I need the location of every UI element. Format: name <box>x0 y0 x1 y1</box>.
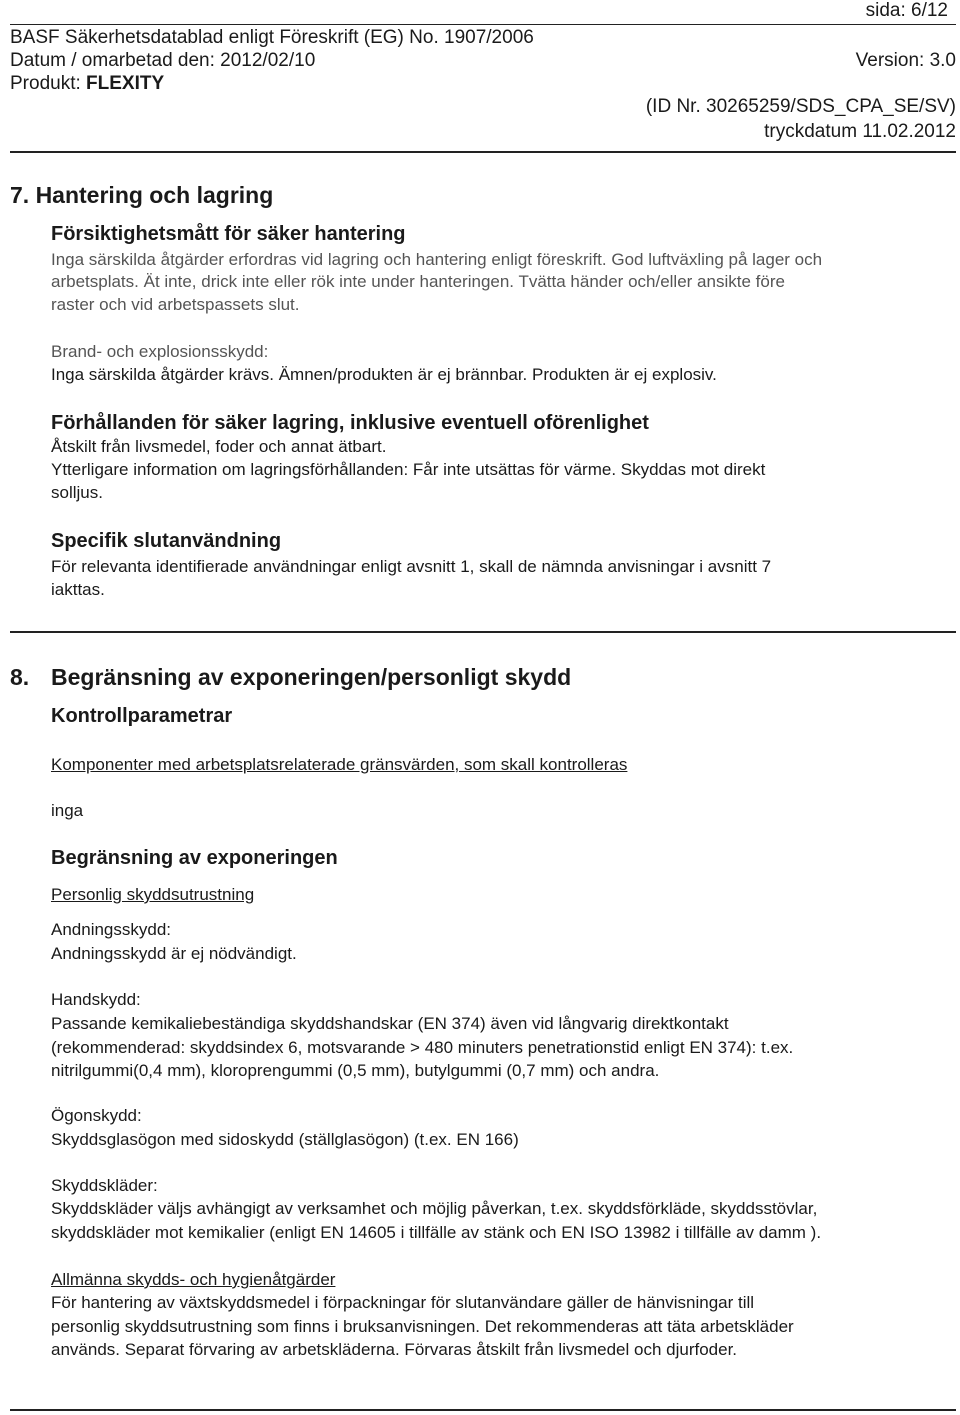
hand-protection-line-3: nitrilgummi(0,4 mm), kloroprengummi (0,5 mm), butylgummi (0,7 mm) och andra. <box>51 1061 660 1080</box>
handling-heading: Försiktighetsmått för säker hantering <box>51 223 406 245</box>
hand-protection-line-1: Passande kemikaliebeständiga skyddshandskar (EN 374) även vid långvarig direktkontakt <box>51 1014 729 1033</box>
components-value: inga <box>51 801 84 820</box>
hygiene-heading: Allmänna skydds- och hygienåtgärder <box>51 1270 336 1289</box>
product-name: FLEXITY <box>86 73 165 94</box>
hand-protection-label: Handskydd: <box>51 990 141 1009</box>
clothing-line-2: skyddskläder mot kemikalier (enligt EN 14605 i tillfälle av stänk och EN ISO 13982 i tillfälle av damm ). <box>51 1223 822 1242</box>
header-divider <box>10 151 956 153</box>
section-divider <box>10 631 956 633</box>
footer-rule <box>10 1409 956 1411</box>
document-title: BASF Säkerhetsdatablad enligt Föreskrift (EG) No. 1907/2006 <box>10 27 534 48</box>
id-number: (ID Nr. 30265259/SDS_CPA_SE/SV) <box>645 96 956 117</box>
end-use-line-2: iakttas. <box>51 580 105 599</box>
eye-protection-text: Skyddsglasögon med sidoskydd (ställglasögon) (t.ex. EN 166) <box>51 1130 519 1149</box>
handling-line-3: raster och vid arbetspassets slut. <box>51 295 300 314</box>
eye-protection-label: Ögonskydd: <box>51 1106 142 1125</box>
product-label: Produkt: <box>10 73 81 94</box>
print-date: tryckdatum 11.02.2012 <box>764 121 956 142</box>
hygiene-line-1: För hantering av växtskyddsmedel i förpackningar för slutanvändare gäller de hänvisningar till <box>51 1293 755 1312</box>
components-heading: Komponenter med arbetsplatsrelaterade gränsvärden, som skall kontrolleras <box>51 755 628 774</box>
section-7-title: 7. Hantering och lagring <box>10 182 274 208</box>
storage-heading: Förhållanden för säker lagring, inklusive eventuell oförenlighet <box>51 412 649 434</box>
control-parameters-heading: Kontrollparametrar <box>51 705 233 727</box>
clothing-label: Skyddskläder: <box>51 1176 158 1195</box>
header-top-rule <box>10 24 956 25</box>
end-use-line-1: För relevanta identifierade användningar enligt avsnitt 1, skall de nämnda anvisningar i avsnitt 7 <box>51 557 772 576</box>
hygiene-line-2: personlig skyddsutrustning som finns i bruksanvisningen. Det rekommenderas att täta arbetskläder <box>51 1317 794 1336</box>
product-line <box>10 73 164 95</box>
version: Version: 3.0 <box>855 50 956 71</box>
hand-protection-line-2: (rekommenderad: skyddsindex 6, motsvarande > 480 minuters penetrationstid enligt EN 374): t.ex. <box>51 1038 794 1057</box>
clothing-line-1: Skyddskläder väljs avhängigt av verksamhet och möjlig påverkan, t.ex. skyddsförkläde, skyddsstövlar, <box>51 1199 818 1218</box>
ppe-heading: Personlig skyddsutrustning <box>51 885 255 904</box>
page-number: sida: 6/12 <box>865 0 948 21</box>
storage-line-2: Ytterligare information om lagringsförhållanden: Får inte utsättas för värme. Skyddas mot direkt <box>51 460 766 479</box>
respiratory-label: Andningsskydd: <box>51 920 172 939</box>
storage-line-1: Åtskilt från livsmedel, foder och annat ätbart. <box>51 437 387 456</box>
fire-protection-text: Inga särskilda åtgärder krävs. Ämnen/produkten är ej brännbar. Produkten är ej explosiv. <box>51 365 717 384</box>
storage-line-3: solljus. <box>51 483 103 502</box>
revision-date: Datum / omarbetad den: 2012/02/10 <box>10 50 316 71</box>
handling-line-2: arbetsplats. Ät inte, drick inte eller rök inte under hanteringen. Tvätta händer och/eller ansikte före <box>51 272 785 291</box>
end-use-heading: Specifik slutanvändning <box>51 530 282 552</box>
fire-protection-label: Brand- och explosionsskydd: <box>51 342 269 361</box>
respiratory-text: Andningsskydd är ej nödvändigt. <box>51 944 297 963</box>
section-8-title: Begränsning av exponeringen/personligt skydd <box>51 664 572 690</box>
section-8-number: 8. <box>10 664 30 690</box>
exposure-heading: Begränsning av exponeringen <box>51 847 338 869</box>
handling-line-1: Inga särskilda åtgärder erfordras vid lagring och hantering enligt föreskrift. God luftväxling på lager och <box>51 250 823 269</box>
hygiene-line-3: används. Separat förvaring av arbetskläderna. Förvaras åtskilt från livsmedel och djurfoder. <box>51 1340 738 1359</box>
